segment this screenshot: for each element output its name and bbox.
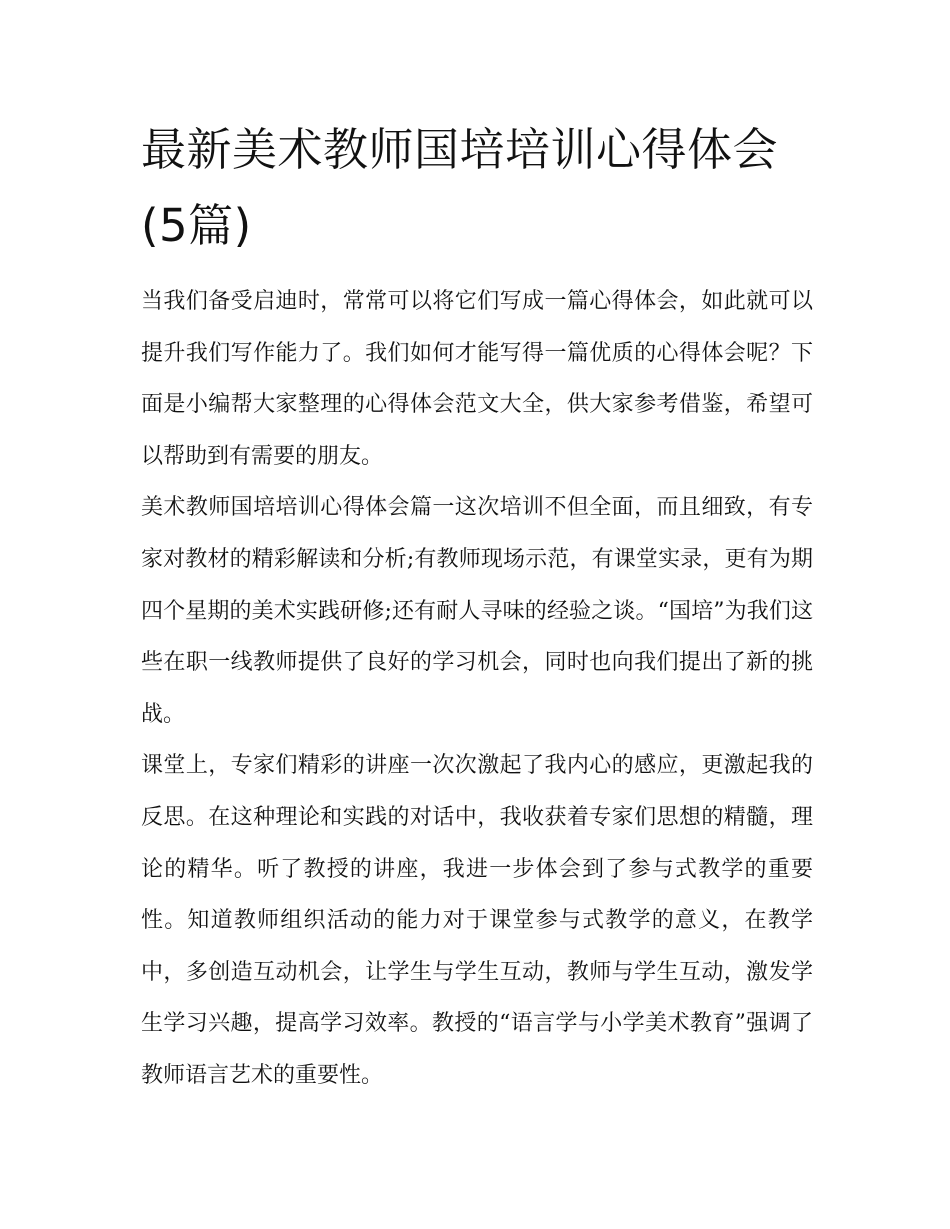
document-body (141, 276, 813, 1102)
document-title: 最新美术教师国培培训心得体会(5篇) (141, 123, 779, 252)
paragraph-classroom-reflection: 课堂上，专家们精彩的讲座一次次激起了我内心的感应，更激起我的反思。在这种理论和实践的对话中，我收获着专家们思想的精髓，理论的精华。听了教授的讲座，我进一步体会到了参与式教学的重要性。知道教师组织活动的能力对于课堂参与式教学的意义，在教学中，多创造互动机会，让学生与学生互动，教师与学生互动，激发学生学习兴趣，提高学习效率。教授的“语言学与小学美术教育”强调了教师语言艺术的重要性。 (141, 753, 813, 1088)
document-content (141, 112, 813, 1102)
paragraph-part-one: 美术教师国培培训心得体会篇一这次培训不但全面，而且细致，有专家对教材的精彩解读和分析;有教师现场示范，有课堂实录，更有为期四个星期的美术实践研修;还有耐人寻味的经验之谈。“国培”为我们这些在职一线教师提供了良好的学习机会，同时也向我们提出了新的挑战。 (141, 495, 813, 727)
paragraph-intro: 当我们备受启迪时，常常可以将它们写成一篇心得体会，如此就可以提升我们写作能力了。我们如何才能写得一篇优质的心得体会呢？下面是小编帮大家整理的心得体会范文大全，供大家参考借鉴，希望可以帮助到有需要的朋友。 (141, 289, 813, 469)
